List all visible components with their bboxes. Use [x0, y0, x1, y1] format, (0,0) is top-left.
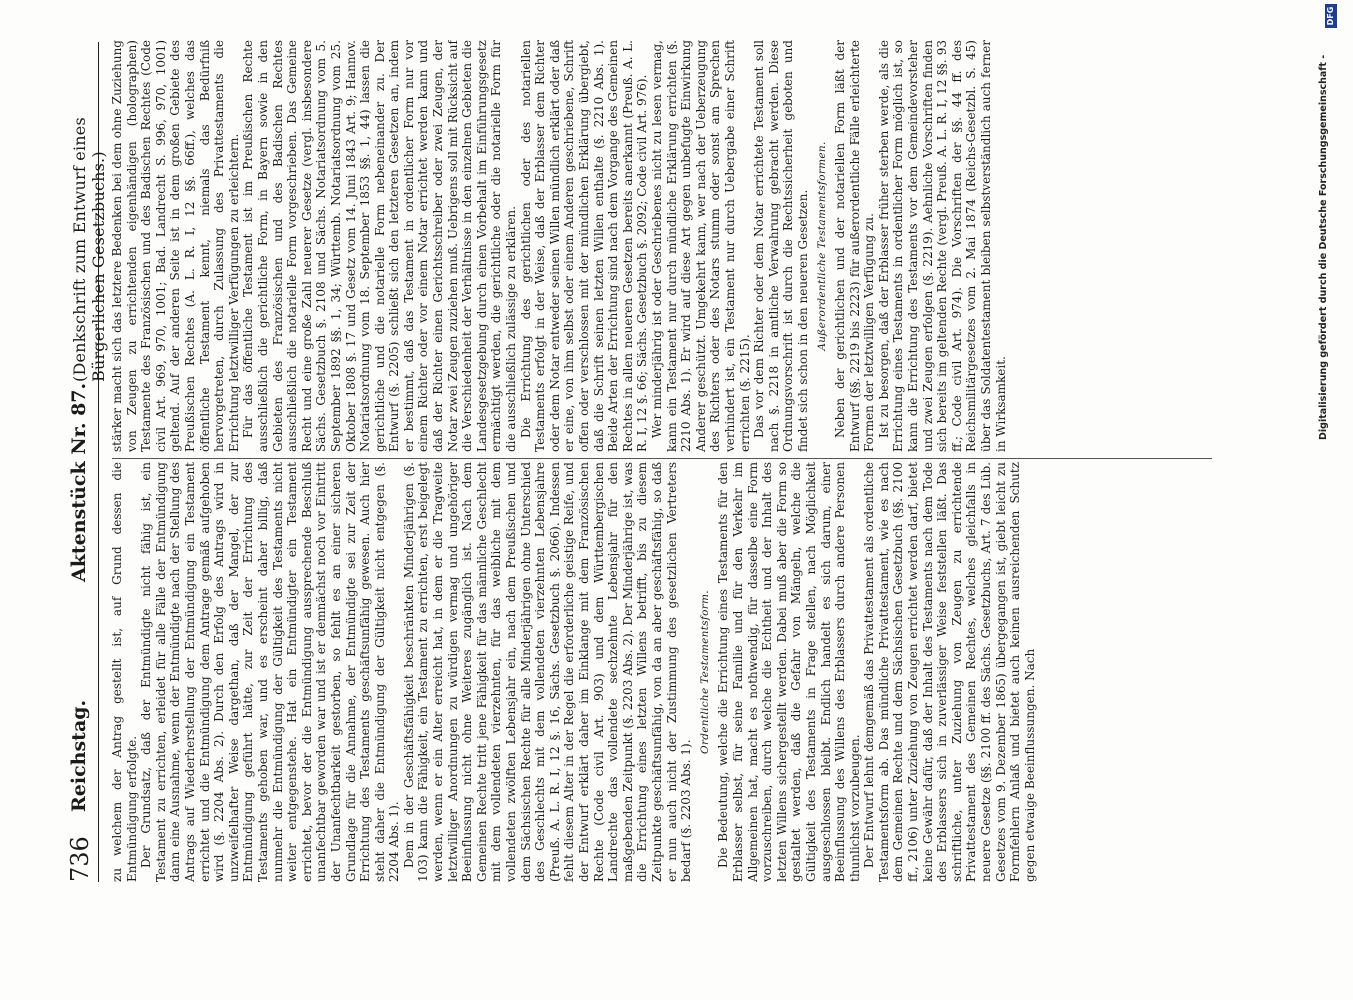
paragraph: Für das öffentliche Testament ist im Preußischen Rechte ausschließlich die gerichtliche Form, in Bayern sowie in den Gebieten des Französischen und des Badischen Rechtes ausschließlich die notarielle Form vorgeschrieben. Das Gemeine Recht und eine große Zahl neuerer Gesetze (vergl. insbesondere Sächs. Gesetzbuch §. 2108 und Sächs. Notariatsordnung vom 5. September 1892 §§. 1, 34; Württemb. Notariatsordnung vom 25. Oktober 1808 §. 17 und Gesetz vom 14. Juni 1843 Art. 9; Hannov. Notariatsordnung vom 18. September 1853 §§. 1, 44) lassen die gerichtliche und die notarielle Form nebeneinander zu. Der Entwurf (§. 2205) schließt sich den letzteren Gesetzen an, indem er bestimmt, daß das Testament in ordentlicher Form nur vor einem Richter oder vor einem Notar errichtet werden kann und daß der Richter einen Gerichtsschreiber oder zwei Zeugen, der Notar zwei Zeugen zuziehen muß. Uebrigens soll mit Rücksicht auf die Verschiedenheit der Verhältnisse in den einzelnen Gebieten die Landesgesetzgebung durch einen Vorbehalt im Einführungsgesetz ermächtigt werden, die gerichtliche oder die notarielle Form für die ausschließlich zulässige zu erklären.: [241, 40, 519, 452]
digitization-credit: [1318, 55, 1329, 440]
paragraph: Wer minderjährig ist oder Geschriebenes nicht zu lesen vermag, kann ein Testament nur durch mündliche Erklärung errichten (§. 2210 Abs. 1). Er wird auf diese Art gegen unbefugte Einwirkung Anderer geschützt. Umgekehrt kann, wer nach der Ueberzeugung des Richters oder des Notars stumm oder sonst am Sprechen verhindert ist, ein Testament nur durch Uebergabe einer Schrift errichten (§. 2215).: [649, 40, 752, 452]
credit-text: Digitalisierung gefördert durch die Deutsche Forschungsgemeinschaft -: [1318, 54, 1329, 440]
paragraph: Die Bedeutung, welche die Errichtung eines Testaments für den Erblasser selbst, für seine Familie und für den Verkehr im Allgemeinen hat, macht es nothwendig, für dasselbe eine Form vorzuschreiben, durch welche die Echtheit und der Inhalt des letzten Willens sichergestellt werden. Dabei muß aber die Form so gestaltet werden, daß die Gefahr von Mängeln, welche die Gültigkeit des Testaments in Frage stellen, nach Möglichkeit ausgeschlossen bleibt. Endlich handelt es sich darum, einer Beeinflussung des Willens des Erblassers durch andere Personen thunlichst vorzubeugen.: [716, 462, 862, 882]
text-column-right: [110, 40, 1220, 452]
section-heading: Ordentliche Testamentsform.: [698, 590, 711, 754]
section-heading: Außerordentliche Testamentsformen.: [815, 141, 828, 351]
paragraph: stärker macht sich das letztere Bedenken bei dem ohne Zuziehung von Zeugen zu errichtenden eigenhändigen (holographen) Testamente des Französischen und des Badischen Rechtes (Code civil Art. 969, 970, 1001; Bad. Landrecht S. 996, 970, 1001) geltend. Auf der anderen Seite ist in dem großen Gebiete des Preußischen Rechtes (A. L. R. I, 12 §§. 66ff.), welches das öffentliche Testament kennt, niemals das Bedürfniß hervorgetreten, durch Zulassung des Privattestaments die Errichtung letztwilliger Verfügungen zu erleichtern.: [110, 40, 241, 452]
paragraph: zu welchem der Antrag gestellt ist, auf Grund dessen die Entmündigung erfolgte.: [110, 462, 139, 882]
column-divider: [112, 458, 1212, 459]
page-number: 736: [66, 836, 94, 882]
paragraph: Der Grundsatz, daß der Entmündigte nicht fähig ist, ein Testament zu errichten, erleidet für alle Fälle der Entmündigung dann eine Ausnahme, wenn der Entmündigte nach der Stellung des Antrags auf Wiederherstellung der Entmündigung ein Testament errichtet und die Entmündigung dem Antrage gemäß aufgehoben wird (§. 2204 Abs. 2). Durch den Erfolg des Antrags wird in unzweifelhafter Weise dargethan, daß der Mangel, der zur Entmündigung geführt hätte, zur Zeit der Errichtung des Testaments gehoben war, und es erscheint daher billig, daß nunmehr die Entmündigung der Gültigkeit des Testaments nicht weiter entgegenstehe. Hat ein Entmündigter ein Testament errichtet, bevor der die Entmündigung aussprechende Beschluß unanfechtbar geworden war und ist er demnächst noch vor Eintritt der Unanfechtbarkeit gestorben, so fehlt es an einer sicheren Grundlage für die Annahme, der Entmündigte sei zur Zeit der Errichtung des Testaments geschäftsunfähig gewesen. Auch hier steht daher die Entmündigung der Gültigkeit nicht entgegen (§. 2204 Abs. 1).: [139, 462, 402, 882]
dfg-logo: DFG: [1325, 4, 1337, 28]
header-aktenstueck: Aktenstück Nr. 87.: [68, 382, 90, 582]
paragraph: Dem in der Geschäftsfähigkeit beschränkten Minderjährigen (§. 103) kann die Fähigkeit, ein Testament zu errichten, erst beigelegt werden, wenn er ein Alter erreicht hat, in dem er die Tragweite letztwilliger Anordnungen zu würdigen vermag und ungehöriger Beeinflussung nicht ohne Weiteres zugänglich ist. Nach dem Gemeinen Rechte tritt jene Fähigkeit für das männliche Geschlecht mit dem vollendeten vierzehnten, für das weibliche mit dem vollendeten zwölften Lebensjahr ein, nach dem Preußischen und dem Sächsischen Rechte für alle Minderjährigen ohne Unterschied des Geschlechts mit dem vollendeten vierzehnten Lebensjahre (Preuß. A. L. R. I, 12 §. 16, Sächs. Gesetzbuch §. 2066). Indessen fehlt diesem Alter in der Regel die erforderliche geistige Reife, und der Entwurf erklärt daher im Einklange mit dem Französischen Rechte (Code civil Art. 903) und dem Württembergischen Landrechte das vollendete sechzehnte Lebensjahr für den maßgebenden Zeitpunkt (§. 2203 Abs. 2). Der Minderjährige ist, was die Errichtung eines letzten Willens betrifft, bis zu diesem Zeitpunkte geschäftsunfähig, von da an aber geschäftsfähig, so daß er nun auch nicht der Zustimmung des gesetzlichen Vertreters bedarf (§. 2203 Abs. 1).: [401, 462, 694, 882]
paragraph: Neben der gerichtlichen und der notariellen Form läßt der Entwurf (§§. 2219 bis 2223) für außerordentliche Fälle erleichterte Formen der letztwilligen Verfügung zu.: [833, 40, 877, 452]
paragraph: Ist zu besorgen, daß der Erblasser früher sterben werde, als die Errichtung eines Testaments in ordentlicher Form möglich ist, so kann die Errichtung des Testaments vor dem Gemeindevorsteher und zwei Zeugen erfolgen (§. 2219). Aehnliche Vorschriften finden sich bereits im geltenden Rechte (vergl. Preuß. A. L. R. I, 12 §§. 93 ff.; Code civil Art. 974). Die Vorschriften der §§. 44 ff. des Reichsmilitärgesetzes vom 2. Mai 1874 (Reichs-Gesetzbl. S. 45) über das Soldatentestament bleiben selbstverständlich auch ferner in Wirksamkeit.: [876, 40, 1008, 452]
text-column-left: [110, 462, 1220, 882]
page-header: [62, 42, 108, 882]
paragraph: Die Errichtung des gerichtlichen oder des notariellen Testaments erfolgt in der Weise, daß der Erblasser dem Richter oder dem Notar entweder seinen Willen mündlich erklärt oder daß er eine, von ihm selbst oder einem Anderen geschriebene, Schrift offen oder verschlossen mit der mündlichen Erklärung übergiebt, daß die Schrift seinen letzten Willen enthalte (§. 2210 Abs. 1). Beide Arten der Errichtung sind nach dem Vorgange des Gemeinen Rechtes in allen neueren Gesetzen bereits anerkannt (Preuß. A. L. R. I, 12 §. 66; Sächs. Gesetzbuch §. 2092; Code civil Art. 976).: [518, 40, 650, 452]
header-reichstag: Reichstag.: [68, 699, 90, 812]
paragraph: Das vor dem Richter oder dem Notar errichtete Testament soll nach §. 2218 in amtliche Verwahrung gebracht werden. Diese Ordnungsvorschrift ist durch die Rechtssicherheit geboten und findet sich schon in den neueren Gesetzen.: [752, 40, 810, 452]
header-title: (Denkschrift zum Entwurf eines Bürgerlichen Gesetzbuchs.): [70, 117, 108, 382]
paragraph: Der Entwurf lehnt demgemäß das Privattestament als ordentliche Testamentsform ab. Das mündliche Privattestament, wie es nach dem Gemeinen Rechte und dem Sächsischen Gesetzbuch (§§. 2100 ff., 2106) unter Zuziehung von Zeugen errichtet werden darf, bietet keine Gewähr dafür, daß der Inhalt des Testaments nach dem Tode des Erblassers sich in zuverlässiger Weise feststellen läßt. Das schriftliche, unter Zuziehung von Zeugen zu errichtende Privattestament des Gemeinen Rechtes, welches gleichfalls in neuere Gesetze (§§. 2100 ff. des Sächs. Gesetzbuchs, Art. 7 des Lüb. Gesetzes vom 9. Dezember 1865) übergegangen ist, giebt leicht zu Formfehlern Anlaß und bietet auch keinen ausreichenden Schutz gegen etwaige Beeinflussungen. Nach: [862, 462, 1037, 882]
